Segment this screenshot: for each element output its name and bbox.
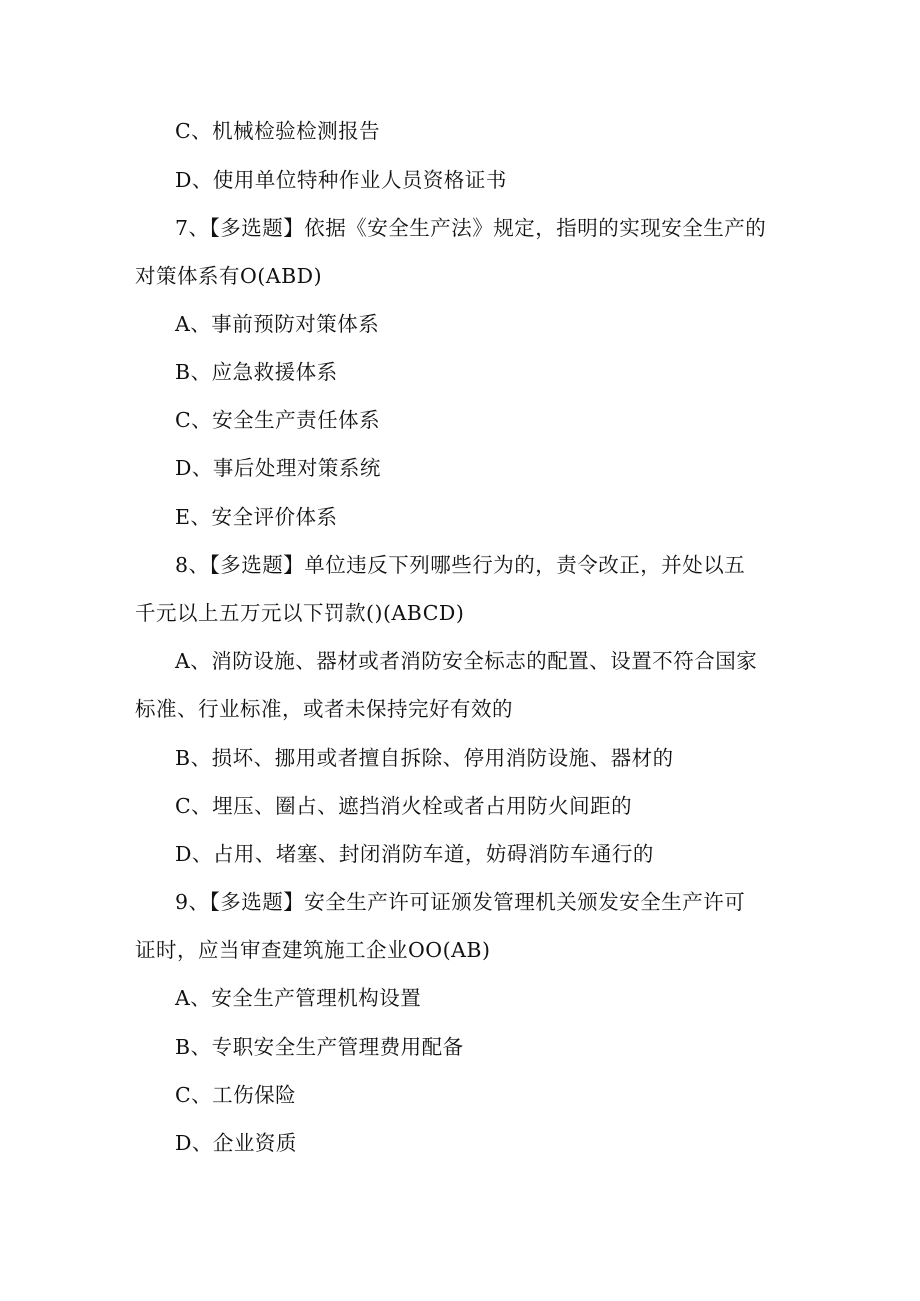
option-b-q7: B、应急救援体系 (175, 360, 338, 384)
option-c-q7: C、安全生产责任体系 (175, 408, 381, 432)
option-a-q9: A、安全生产管理机构设置 (175, 986, 422, 1010)
option-d-q7: D、事后处理对策系统 (175, 456, 381, 480)
option-d-q8: D、占用、堵塞、封闭消防车道，妨碍消防车通行的 (175, 842, 654, 866)
option-b-q8: B、损坏、挪用或者擅自拆除、停用消防设施、器材的 (175, 746, 674, 770)
option-c-q8: C、埋压、圈占、遮挡消火栓或者占用防火间距的 (175, 794, 633, 818)
option-c-q6: C、机械检验检测报告 (175, 119, 381, 143)
question-7-continued: 对策体系有O(ABD) (135, 264, 323, 288)
question-9: 9、【多选题】安全生产许可证颁发管理机关颁发安全生产许可 (175, 890, 746, 914)
option-a-q8: A、消防设施、器材或者消防安全标志的配置、设置不符合国家 (175, 649, 758, 673)
question-8: 8、【多选题】单位违反下列哪些行为的，责令改正，并处以五 (175, 553, 746, 577)
option-d-q6: D、使用单位特种作业人员资格证书 (175, 168, 507, 192)
option-b-q9: B、专职安全生产管理费用配备 (175, 1035, 464, 1059)
option-e-q7: E、安全评价体系 (175, 505, 338, 529)
question-9-continued: 证时，应当审查建筑施工企业OO(AB) (135, 938, 491, 962)
question-7: 7、【多选题】依据《安全生产法》规定，指明的实现安全生产的 (175, 216, 767, 240)
option-d-q9: D、企业资质 (175, 1131, 297, 1155)
option-a-q8-continued: 标准、行业标准，或者未保持完好有效的 (135, 697, 513, 721)
option-a-q7: A、事前预防对策体系 (175, 312, 380, 336)
question-8-continued: 千元以上五万元以下罚款()(ABCD) (135, 601, 465, 625)
option-c-q9: C、工伤保险 (175, 1083, 297, 1107)
